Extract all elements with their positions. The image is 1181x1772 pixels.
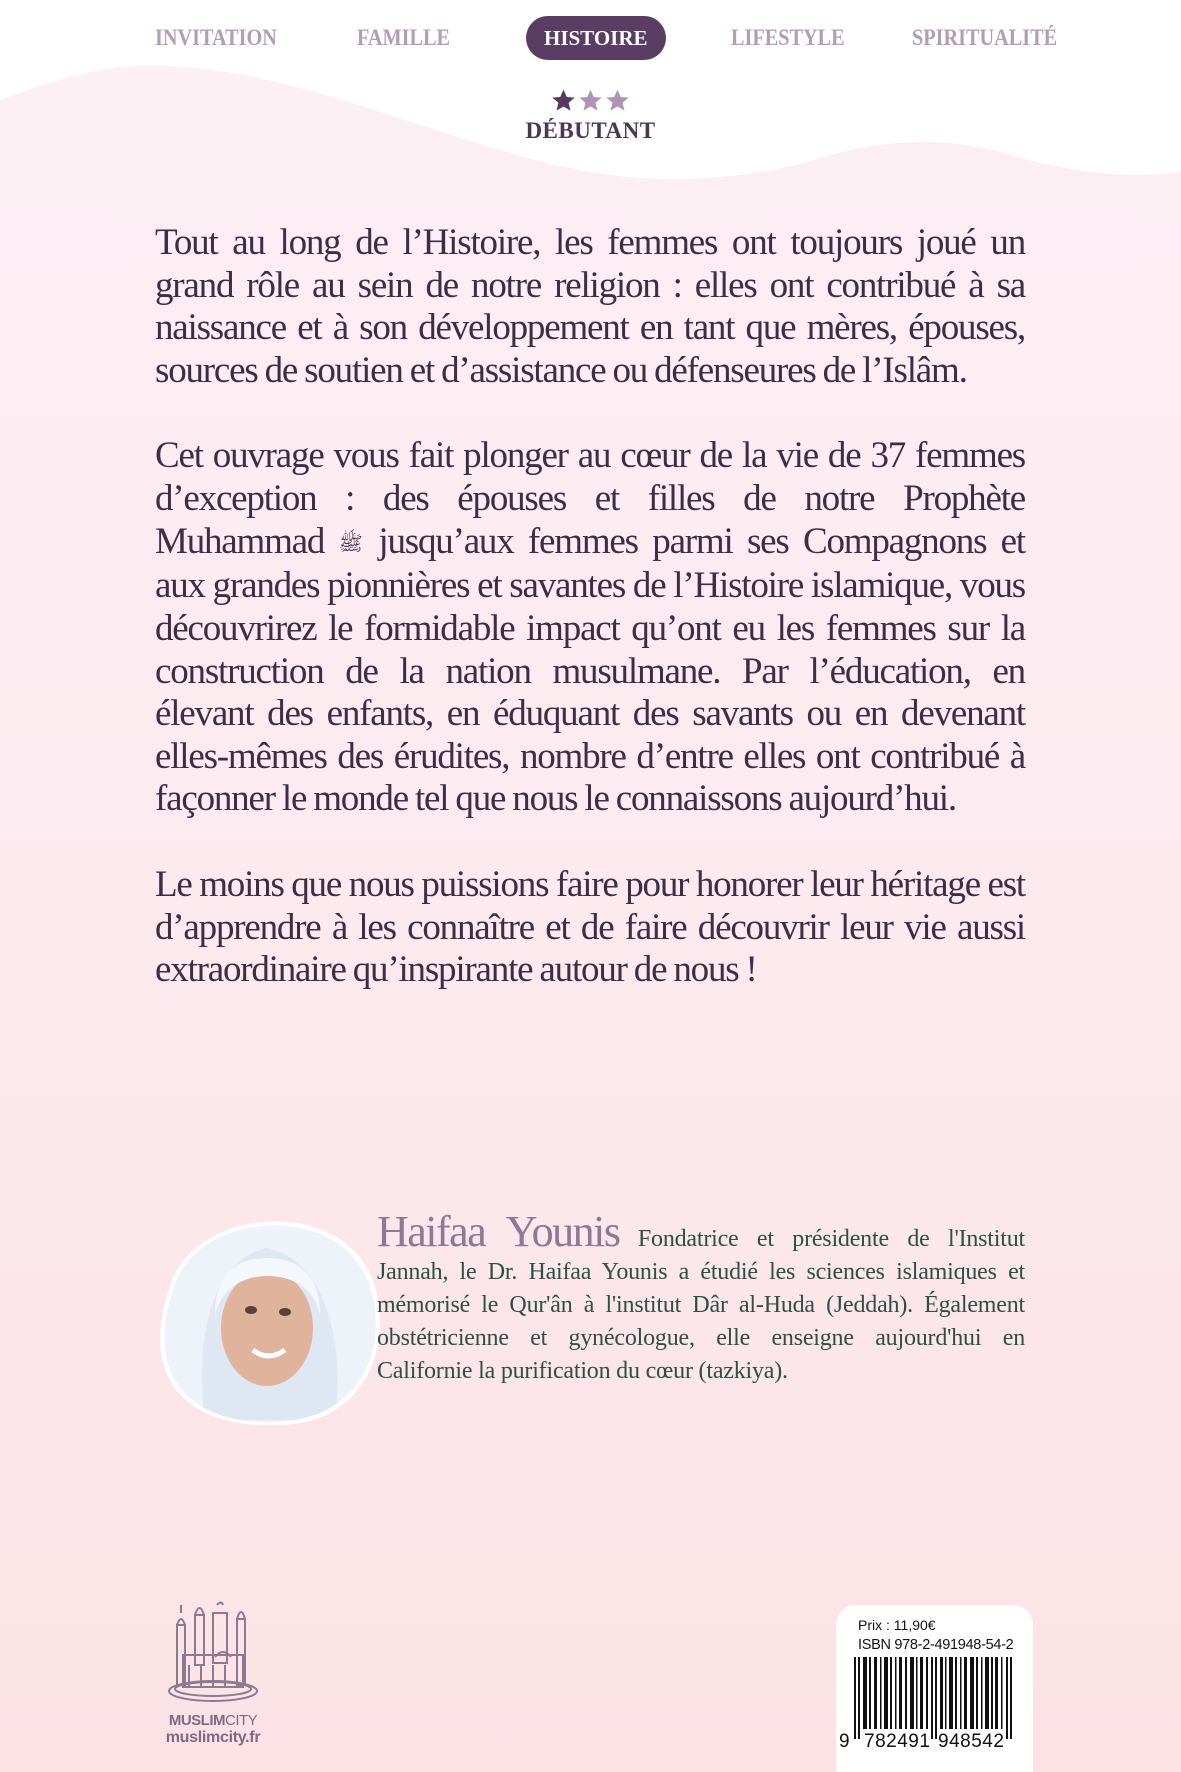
publisher-brand: MUSLIMCITY: [168, 1712, 258, 1729]
barcode-digit-first: 9: [839, 1731, 851, 1752]
publisher-url[interactable]: muslimcity.fr: [165, 1729, 261, 1746]
publisher-logo[interactable]: [158, 1595, 268, 1747]
tab-lifestyle[interactable]: LIFESTYLE: [731, 25, 845, 50]
barcode-digits-right: 948542: [938, 1731, 1005, 1752]
author-bio-text: Fondatrice et présidente de l'Institut Jannah, le Dr. Haifaa Younis a étudié les sciences islamiques et mémorisé le Qur'ân à l'institut Dâr al-Huda (Jeddah). Également obstétricienne et gynécologue, elle enseigne aujourd'hui en Californie la purification du cœur (tazkiya).: [377, 1226, 1025, 1384]
tab-histoire[interactable]: HISTOIRE: [526, 16, 666, 60]
description-paragraph: Cet ouvrage vous fait plonger au cœur de la vie de 37 femmes d’exception : des épouses et filles de notre Prophète Muhammad ﷺ jusqu’aux femmes parmi ses Compagnons et aux grandes pionnières et savantes de l’Histoire islamique, vous découvrirez le formidable impact qu’ont eu les femmes sur la construction de la nation musulmane. Par l’éducation, en élevant des enfants, en éduquant des savants ou en devenant elles-mêmes des érudites, nombre d’entre elles ont contribué à façonner le monde tel que nous le connaissons aujourd’hui.: [155, 435, 1025, 820]
category-nav: [0, 0, 1181, 70]
barcode-digits-left: 782491: [864, 1731, 931, 1752]
barcode-icon: [854, 1657, 1016, 1739]
honorific-glyph: ﷺ: [338, 532, 363, 555]
star-empty-icon: [605, 88, 630, 113]
book-description: [155, 222, 1025, 992]
tab-spiritualite[interactable]: SPIRITUALITÉ: [912, 25, 1058, 50]
tab-invitation[interactable]: INVITATION: [155, 25, 277, 50]
barcode-panel: [836, 1605, 1033, 1772]
star-filled-icon: [551, 88, 576, 113]
isbn-label: ISBN 978-2-491948-54-2: [858, 1637, 1014, 1653]
description-paragraph: Tout au long de l’Histoire, les femmes ont toujours joué un grand rôle au sein de notre religion : elles ont contribué à sa naissance et à son développement en tant que mères, épouses, sources de soutien et d’assistance ou défenseures de l’Islâm.: [155, 222, 1025, 391]
difficulty-level: [0, 88, 1181, 144]
star-empty-icon: [578, 88, 603, 113]
tab-famille[interactable]: FAMILLE: [357, 25, 450, 50]
author-avatar: [155, 1220, 380, 1425]
level-label: DÉBUTANT: [525, 118, 656, 143]
description-paragraph: Le moins que nous puissions faire pour honorer leur héritage est d’apprendre à les connaître et de faire découvrir leur vie aussi extraordinaire qu’inspirante autour de nous !: [155, 863, 1025, 991]
author-photo: [155, 1220, 380, 1425]
author-bio: [377, 1207, 1025, 1388]
price-label: Prix : 11,90€: [858, 1617, 936, 1633]
mosque-logo-icon: [163, 1595, 263, 1705]
author-section: [155, 1207, 1025, 1435]
author-name: Haifaa Younis: [377, 1207, 620, 1256]
star-rating: [551, 88, 630, 113]
